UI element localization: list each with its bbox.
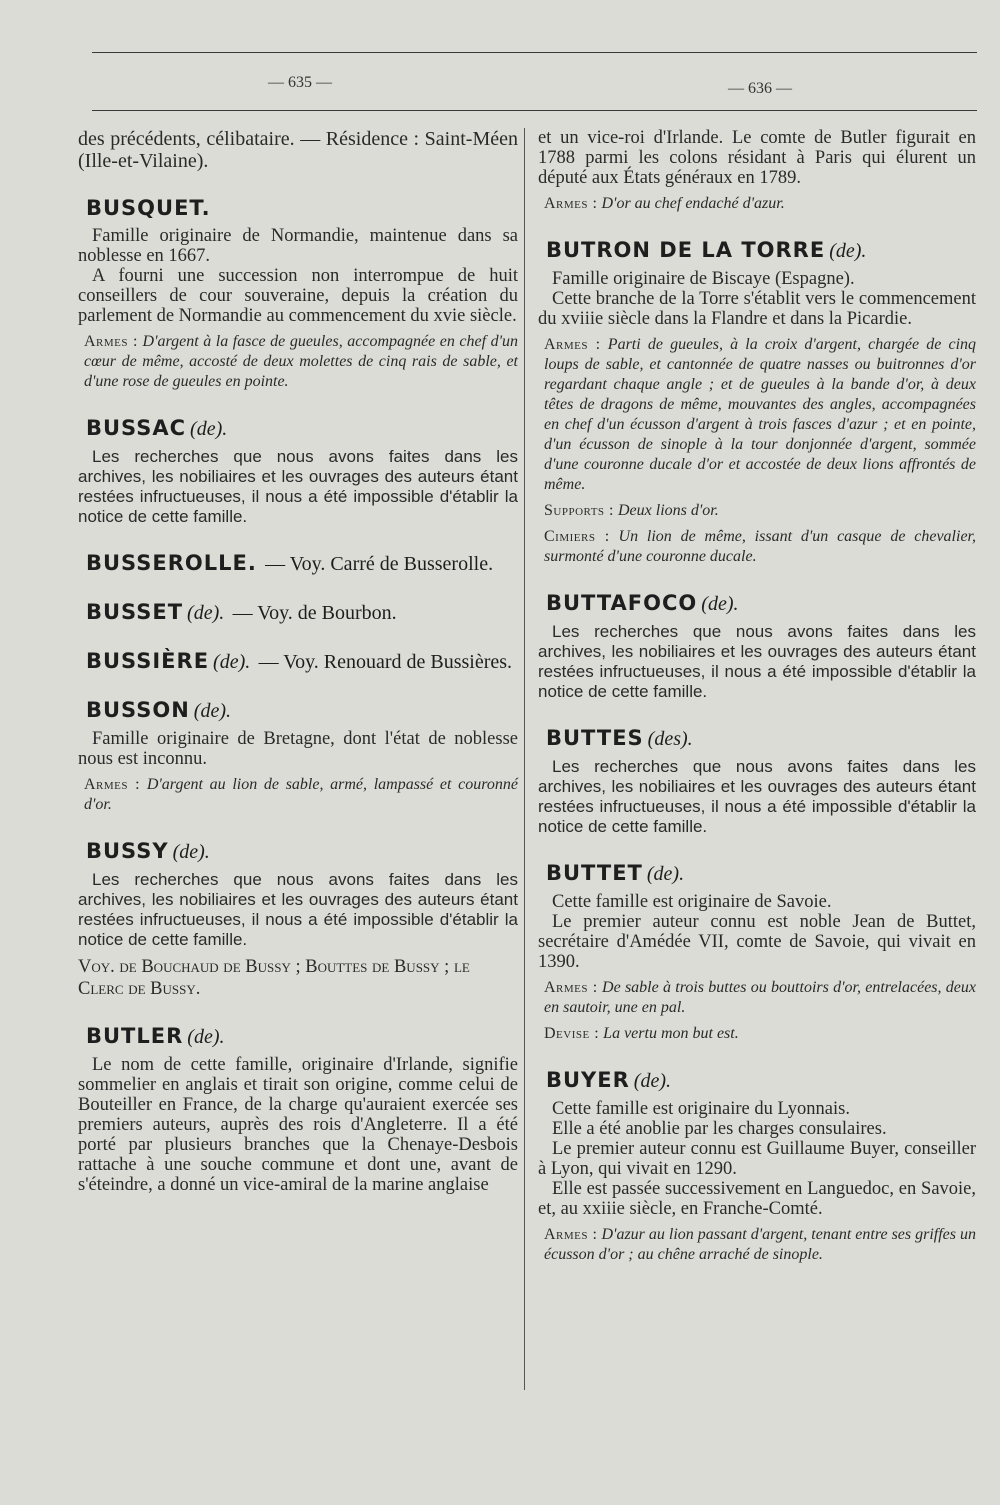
paragraph: Famille originaire de Normandie, maintenue dans sa noblesse en 1667. bbox=[78, 226, 518, 266]
paragraph: Les recherches que nous avons faites dans les archives, les nobiliaires et les ouvrages des auteurs étant restées infructueuses, il nous a été impossible d'établir la notice de cette famille. bbox=[538, 757, 976, 836]
cimiers-text: Un lion de même, issant d'un casque de chevalier, surmonté d'une couronne ducale. bbox=[544, 528, 977, 565]
armes-label: Armes : bbox=[544, 195, 598, 212]
entry-title-buyer bbox=[546, 1068, 976, 1093]
cross-reference: Voy. de Bouchaud de Bussy ; Bouttes de Bussy ; le Clerc de Bussy. bbox=[78, 957, 470, 999]
devise-label: Devise : bbox=[544, 1025, 600, 1042]
entry-title-buttet bbox=[546, 861, 976, 886]
entry-particle: (de). bbox=[193, 700, 231, 722]
armes-text: D'argent au lion de sable, armé, lampassé et couronné d'or. bbox=[84, 776, 518, 813]
armes-butler bbox=[544, 194, 976, 214]
intro-text: et un vice-roi d'Irlande. Le comte de Butler figurait en 1788 parmi les colons résidant à Paris qui élurent un député aux États généraux en 1789. bbox=[538, 128, 976, 188]
paragraph: Elle est passée successivement en Languedoc, en Savoie, et, au xxiiie siècle, en Franche-Comté. bbox=[538, 1179, 976, 1219]
entry-title-busquet bbox=[86, 196, 518, 220]
paragraph: Le premier auteur connu est noble Jean de Buttet, secrétaire d'Amédée VII, comte de Savoie, qui vivait en 1390. bbox=[538, 912, 976, 972]
cimiers-butron bbox=[544, 527, 976, 567]
entry-name: BUTTAFOCO bbox=[546, 591, 698, 615]
supports-butron bbox=[544, 501, 976, 521]
entry-particle: (de). bbox=[646, 863, 685, 885]
entry-name: BUTLER bbox=[86, 1024, 184, 1048]
paragraph: Elle a été anoblie par les charges consulaires. bbox=[552, 1119, 887, 1139]
left-column bbox=[78, 128, 518, 1195]
supports-label: Supports : bbox=[544, 502, 614, 519]
paragraph: Cette branche de la Torre s'établit vers le commencement du xviiie siècle dans la Flandre et dans la Picardie. bbox=[538, 289, 976, 329]
cimiers-label: Cimiers : bbox=[544, 528, 610, 545]
entry-title-buttes bbox=[546, 726, 976, 751]
right-column bbox=[538, 128, 976, 1265]
armes-buyer bbox=[544, 1225, 976, 1265]
entry-name: BUTTES bbox=[546, 726, 644, 750]
paragraph: Le nom de cette famille, originaire d'Irlande, signifie sommelier en anglais et tirait son origine, comme celui de Bouteiller en France, de la charge qu'auraient exercée ses premiers auteurs, auprès des rois d'Angleterre. Il a été porté par plusieurs branches que la Chenaye-Desbois rattache à une souche commune et dont une, avant de s'éteindre, a donné un vice-amiral de la marine anglaise bbox=[78, 1055, 518, 1195]
supports-text: Deux lions d'or. bbox=[617, 502, 719, 519]
entry-particle: (de). bbox=[633, 1070, 671, 1092]
left-page-number: — 635 — bbox=[268, 74, 332, 91]
devise-buttet bbox=[544, 1024, 976, 1044]
column-divider bbox=[524, 128, 525, 1390]
header-rule bbox=[92, 110, 977, 111]
entry-particle: (de). bbox=[187, 602, 225, 624]
entry-name: BUSSAC bbox=[86, 416, 187, 440]
entry-name: BUSSEROLLE. bbox=[86, 551, 257, 575]
cross-reference: — Voy. Carré de Busserolle. bbox=[265, 553, 494, 575]
entry-name: BUYER bbox=[546, 1068, 630, 1092]
entry-particle: (des). bbox=[647, 728, 693, 750]
entry-particle: (de). bbox=[187, 1026, 225, 1048]
entry-particle: (de). bbox=[172, 841, 210, 863]
armes-busquet bbox=[84, 332, 518, 392]
paragraph: A fourni une succession non interrompue de huit conseillers de cour souveraine, depuis la création du parlement de Normandie au commencement du xvie siècle. bbox=[78, 266, 518, 326]
armes-text: D'azur au lion passant d'argent, tenant entre ses griffes un écusson d'or ; au chêne arraché de sinople. bbox=[544, 1226, 977, 1263]
armes-label: Armes : bbox=[544, 1226, 598, 1243]
entry-title-buttafoco bbox=[546, 591, 976, 616]
armes-label: Armes : bbox=[84, 776, 141, 793]
armes-label: Armes : bbox=[544, 336, 601, 353]
paragraph: Les recherches que nous avons faites dans les archives, les nobiliaires et les ouvrages des auteurs étant restées infructueuses, il nous a été impossible d'établir la notice de cette famille. bbox=[78, 870, 518, 949]
entry-name: BUSSET bbox=[86, 600, 184, 624]
armes-buttet bbox=[544, 978, 976, 1018]
paragraph: Les recherches que nous avons faites dans les archives, les nobiliaires et les ouvrages des auteurs étant restées infructueuses, il nous a été impossible d'établir la notice de cette famille. bbox=[78, 447, 518, 526]
paragraph: Cette famille est originaire du Lyonnais. bbox=[552, 1099, 850, 1119]
paragraph: Le premier auteur connu est Guillaume Buyer, conseiller à Lyon, qui vivait en 1290. bbox=[538, 1139, 976, 1179]
intro-text: des précédents, célibataire. — Résidence : Saint-Méen (Ille-et-Vilaine). bbox=[78, 128, 518, 172]
entry-title-bussy bbox=[86, 839, 518, 864]
paragraph: Famille originaire de Bretagne, dont l'état de noblesse nous est inconnu. bbox=[78, 729, 518, 769]
entry-title-butron bbox=[546, 238, 976, 263]
entry-name: BUSSON bbox=[86, 698, 190, 722]
armes-text: D'argent à la fasce de gueules, accompagnée en chef d'un cœur de même, accosté de deux molettes de cinq rais de sable, et d'une rose de gueules en pointe. bbox=[84, 333, 518, 390]
armes-busson bbox=[84, 775, 518, 815]
armes-text: D'or au chef endaché d'azur. bbox=[601, 195, 785, 212]
armes-label: Armes : bbox=[84, 333, 138, 350]
devise-text: La vertu mon but est. bbox=[603, 1025, 739, 1042]
entry-particle: (de). bbox=[190, 418, 228, 440]
entry-name: BUSSY bbox=[86, 839, 169, 863]
cross-reference: — Voy. de Bourbon. bbox=[232, 602, 397, 624]
cross-reference: — Voy. Renouard de Bussières. bbox=[258, 651, 513, 673]
entry-title-busset bbox=[86, 600, 518, 625]
paragraph: Cette famille est originaire de Savoie. bbox=[552, 892, 832, 912]
entry-title-busson bbox=[86, 698, 518, 723]
paragraph: Famille originaire de Biscaye (Espagne). bbox=[552, 269, 855, 289]
armes-text: Parti de gueules, à la croix d'argent, chargée de cinq loups de sable, et cantonnée de quatre nasses ou buitronnes d'or regardant chaque angle ; et de gueules à la bande d'or, à deux têtes de dragons de même, mouvantes des angles, accompagnées en chef d'un écusson d'argent à trois fasces d'azur ; et en pointe, d'un écusson de sinople à la tour donjonnée d'argent, sommée d'une couronne ducale d'or et accostée de deux lions affrontés de même. bbox=[544, 336, 977, 493]
paragraph: Les recherches que nous avons faites dans les archives, les nobiliaires et les ouvrages des auteurs étant restées infructueuses, il nous a été impossible d'établir la notice de cette famille. bbox=[538, 622, 976, 701]
entry-particle: (de). bbox=[701, 593, 739, 615]
entry-name: BUSSIÈRE bbox=[86, 649, 210, 673]
armes-butron bbox=[544, 335, 976, 495]
entry-title-busserolle bbox=[86, 551, 518, 576]
entry-name: BUTRON DE LA TORRE bbox=[546, 238, 826, 262]
right-page-number: — 636 — bbox=[728, 80, 792, 97]
entry-name: BUSQUET. bbox=[86, 196, 211, 220]
entry-particle: (de). bbox=[829, 240, 867, 262]
armes-label: Armes : bbox=[544, 979, 598, 996]
entry-title-bussiere bbox=[86, 649, 518, 674]
entry-title-butler bbox=[86, 1024, 518, 1049]
entry-name: BUTTET bbox=[546, 861, 643, 885]
entry-particle: (de). bbox=[213, 651, 251, 673]
entry-title-bussac bbox=[86, 416, 518, 441]
armes-text: De sable à trois buttes ou bouttoirs d'or, entrelacées, deux en sautoir, une en pal. bbox=[544, 979, 976, 1016]
top-rule bbox=[92, 52, 977, 53]
